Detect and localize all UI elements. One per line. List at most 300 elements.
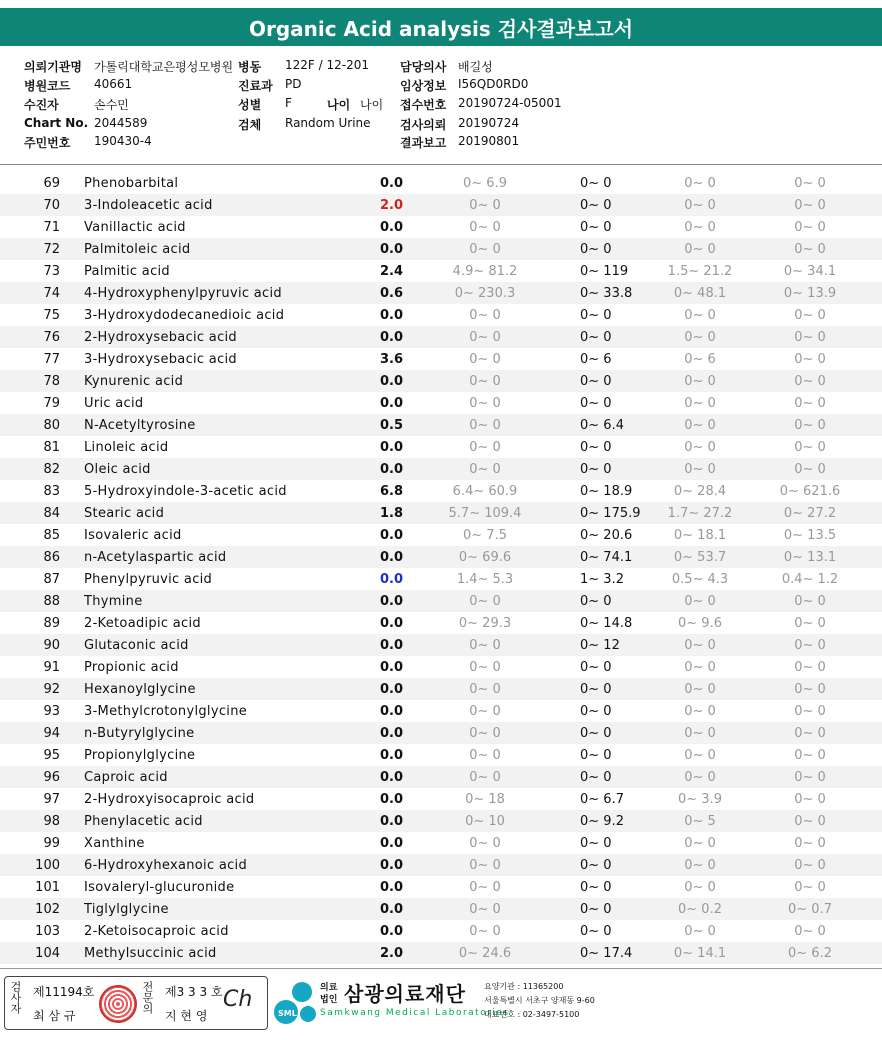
report-date-label: 결과보고 [400, 136, 447, 150]
analyte-name: Uric acid [84, 396, 144, 411]
reference-range-4: 0~ 0 [794, 726, 826, 741]
reference-range-2: 0~ 20.6 [580, 528, 633, 543]
reference-range-3: 0~ 48.1 [673, 286, 727, 301]
reference-range-4: 0~ 0 [794, 242, 826, 257]
reference-range-1: 4.9~ 81.2 [452, 264, 518, 279]
result-value: 0.0 [380, 660, 404, 675]
analyte-name: 3-Indoleacetic acid [84, 198, 213, 213]
reference-range-1: 0~ 6.9 [463, 176, 507, 191]
row-number: 95 [43, 748, 60, 763]
tester-license: 제11194호 [33, 985, 95, 999]
table-row [0, 458, 882, 480]
patient-label: 수진자 [24, 98, 59, 112]
reference-range-2: 0~ 0 [580, 374, 612, 389]
reference-range-2: 0~ 175.9 [580, 506, 641, 521]
reference-range-3: 0~ 0 [684, 682, 716, 697]
reference-range-4: 0~ 0 [794, 858, 826, 873]
table-row [0, 282, 882, 304]
reference-range-1: 0~ 18 [465, 792, 505, 807]
header-divider [0, 164, 882, 165]
reference-range-4: 0~ 0 [794, 176, 826, 191]
table-row [0, 304, 882, 326]
reference-range-2: 0~ 33.8 [580, 286, 633, 301]
table-row [0, 238, 882, 260]
seal-stamp [99, 985, 137, 1023]
row-number: 93 [43, 704, 60, 719]
reference-range-2: 0~ 0 [580, 748, 612, 763]
reference-range-1: 0~ 0 [469, 836, 501, 851]
reference-range-4: 0~ 0 [794, 440, 826, 455]
reference-range-2: 0~ 0 [580, 726, 612, 741]
analyte-name: 2-Hydroxysebacic acid [84, 330, 237, 345]
reference-range-1: 0~ 0 [469, 924, 501, 939]
reference-range-4: 0~ 0 [794, 924, 826, 939]
reference-range-3: 0~ 0 [684, 374, 716, 389]
specialist-label: 전문의 [141, 981, 154, 1014]
analyte-name: Hexanoylglycine [84, 682, 196, 697]
reference-range-4: 0~ 0 [794, 836, 826, 851]
result-value: 0.0 [380, 682, 404, 697]
result-value: 6.8 [380, 484, 404, 499]
reference-range-1: 0~ 0 [469, 726, 501, 741]
reference-range-1: 0~ 0 [469, 704, 501, 719]
reference-range-2: 0~ 6.7 [580, 792, 624, 807]
row-number: 84 [43, 506, 60, 521]
specimen-value: Random Urine [285, 116, 371, 130]
reference-range-3: 0~ 0 [684, 330, 716, 345]
reference-range-4: 0~ 0 [794, 682, 826, 697]
sex-label: 성별 [238, 98, 262, 112]
report-title: Organic Acid analysis 검사결과보고서 [0, 8, 882, 46]
analyte-name: Phenobarbital [84, 176, 179, 191]
receipt-label: 접수번호 [400, 98, 447, 112]
table-row [0, 744, 882, 766]
sml-logo-icon [272, 978, 322, 1028]
row-number: 94 [43, 726, 60, 741]
table-row [0, 590, 882, 612]
reference-range-2: 0~ 0 [580, 462, 612, 477]
reference-range-2: 0~ 6 [580, 352, 612, 367]
reference-range-3: 0~ 0 [684, 660, 716, 675]
reference-range-1: 0~ 0 [469, 770, 501, 785]
reference-range-4: 0~ 27.2 [783, 506, 837, 521]
analyte-name: 4-Hydroxyphenylpyruvic acid [84, 286, 282, 301]
reference-range-2: 0~ 0 [580, 704, 612, 719]
reference-range-2: 0~ 0 [580, 198, 612, 213]
reference-range-2: 0~ 6.4 [580, 418, 624, 433]
analyte-name: Propionylglycine [84, 748, 196, 763]
agency-number: 요양기관 : 11365200 [484, 982, 564, 991]
analyte-name: 3-Hydroxysebacic acid [84, 352, 237, 367]
result-value: 0.0 [380, 594, 404, 609]
row-number: 71 [43, 220, 60, 235]
result-value: 0.0 [380, 242, 404, 257]
reference-range-3: 0~ 28.4 [673, 484, 727, 499]
table-row [0, 216, 882, 238]
reference-range-2: 0~ 0 [580, 660, 612, 675]
table-row [0, 942, 882, 964]
reference-range-3: 0~ 0 [684, 396, 716, 411]
reference-range-3: 0.5~ 4.3 [671, 572, 729, 587]
reference-range-2: 0~ 0 [580, 594, 612, 609]
reference-range-2: 0~ 74.1 [580, 550, 633, 565]
reference-range-3: 0~ 0 [684, 440, 716, 455]
reference-range-2: 1~ 3.2 [580, 572, 624, 587]
tester-name: 최 삼 규 [33, 1009, 76, 1023]
result-value: 0.0 [380, 374, 404, 389]
reference-range-3: 0~ 0 [684, 704, 716, 719]
reference-range-1: 0~ 0 [469, 198, 501, 213]
reference-range-3: 0~ 9.6 [678, 616, 722, 631]
reference-range-2: 0~ 0 [580, 924, 612, 939]
reference-range-1: 0~ 230.3 [454, 286, 516, 301]
reference-range-2: 0~ 0 [580, 220, 612, 235]
analyte-name: Phenylacetic acid [84, 814, 203, 829]
reference-range-3: 0~ 0 [684, 220, 716, 235]
lab-address: 서울특별시 서초구 양재동 9-60 [484, 996, 595, 1005]
reference-range-1: 0~ 0 [469, 858, 501, 873]
row-number: 87 [43, 572, 60, 587]
reference-range-1: 0~ 0 [469, 462, 501, 477]
reference-range-2: 0~ 0 [580, 308, 612, 323]
reference-range-3: 0~ 0 [684, 198, 716, 213]
institution-value: 가톨릭대학교은평성모병원 [94, 60, 234, 74]
result-value: 0.0 [380, 220, 404, 235]
reference-range-3: 0~ 14.1 [673, 946, 727, 961]
patient-value: 손수민 [94, 98, 129, 112]
reference-range-2: 0~ 0 [580, 440, 612, 455]
reference-range-4: 0~ 0 [794, 308, 826, 323]
result-value: 0.0 [380, 638, 404, 653]
reference-range-1: 0~ 0 [469, 660, 501, 675]
reference-range-1: 5.7~ 109.4 [448, 506, 522, 521]
reference-range-3: 1.7~ 27.2 [667, 506, 733, 521]
reference-range-1: 0~ 10 [465, 814, 505, 829]
age-value: 나이 [360, 98, 384, 112]
specialist-name: 지 현 영 [165, 1009, 208, 1023]
reference-range-1: 1.4~ 5.3 [456, 572, 514, 587]
dept-label: 진료과 [238, 79, 273, 93]
analyte-name: Linoleic acid [84, 440, 169, 455]
table-row [0, 348, 882, 370]
analyte-name: Glutaconic acid [84, 638, 189, 653]
row-number: 78 [43, 374, 60, 389]
table-row [0, 436, 882, 458]
specimen-label: 검체 [238, 118, 262, 132]
result-value: 2.0 [380, 198, 404, 213]
specialist-license: 제3 3 3 호 [165, 985, 223, 999]
reference-range-4: 0~ 0 [794, 594, 826, 609]
reference-range-2: 0~ 18.9 [580, 484, 633, 499]
reference-range-3: 0~ 0 [684, 418, 716, 433]
result-value: 0.0 [380, 176, 404, 191]
analyte-name: Kynurenic acid [84, 374, 184, 389]
result-value: 0.0 [380, 858, 404, 873]
analyte-name: Isovaleric acid [84, 528, 182, 543]
reference-range-1: 6.4~ 60.9 [452, 484, 518, 499]
row-number: 89 [43, 616, 60, 631]
analyte-name: Tiglylglycine [84, 902, 169, 917]
reference-range-4: 0~ 0 [794, 814, 826, 829]
lab-small-1: 의료 [320, 983, 338, 993]
analyte-name: 3-Hydroxydodecanedioic acid [84, 308, 285, 323]
result-value: 0.0 [380, 748, 404, 763]
patient-info-block [0, 54, 882, 164]
request-value: 20190724 [458, 116, 520, 130]
reference-range-4: 0~ 13.9 [783, 286, 837, 301]
row-number: 74 [43, 286, 60, 301]
reference-range-4: 0~ 621.6 [779, 484, 841, 499]
reference-range-2: 0~ 0 [580, 858, 612, 873]
analyte-name: 2-Ketoadipic acid [84, 616, 201, 631]
reference-range-1: 0~ 0 [469, 220, 501, 235]
row-number: 88 [43, 594, 60, 609]
id-label: 주민번호 [24, 136, 71, 150]
table-row [0, 700, 882, 722]
result-value: 0.0 [380, 462, 404, 477]
table-row [0, 392, 882, 414]
reference-range-3: 0~ 0 [684, 308, 716, 323]
reference-range-4: 0~ 0 [794, 220, 826, 235]
analyte-name: Vanillactic acid [84, 220, 186, 235]
table-row [0, 546, 882, 568]
reference-range-3: 1.5~ 21.2 [667, 264, 733, 279]
result-value: 0.0 [380, 792, 404, 807]
reference-range-4: 0~ 0 [794, 880, 826, 895]
table-row [0, 502, 882, 524]
reference-range-4: 0~ 0 [794, 396, 826, 411]
result-value: 0.6 [380, 286, 404, 301]
reference-range-3: 0~ 0 [684, 770, 716, 785]
reference-range-4: 0~ 0 [794, 352, 826, 367]
result-value: 3.6 [380, 352, 404, 367]
row-number: 86 [43, 550, 60, 565]
doctor-value: 배길성 [458, 60, 493, 74]
lab-english-name: Samkwang Medical Laboratories [320, 1008, 510, 1018]
result-value: 0.0 [380, 572, 404, 587]
result-value: 0.0 [380, 880, 404, 895]
result-value: 0.0 [380, 814, 404, 829]
institution-label: 의뢰기관명 [24, 60, 82, 74]
row-number: 103 [35, 924, 60, 939]
reference-range-2: 0~ 0 [580, 880, 612, 895]
ward-label: 병동 [238, 60, 262, 74]
result-value: 2.4 [380, 264, 404, 279]
table-row [0, 326, 882, 348]
reference-range-1: 0~ 0 [469, 748, 501, 763]
reference-range-4: 0~ 0 [794, 374, 826, 389]
reference-range-2: 0~ 0 [580, 902, 612, 917]
row-number: 102 [35, 902, 60, 917]
reference-range-3: 0~ 3.9 [678, 792, 722, 807]
result-value: 0.5 [380, 418, 404, 433]
table-row [0, 920, 882, 942]
analyte-name: Oleic acid [84, 462, 151, 477]
reference-range-1: 0~ 7.5 [463, 528, 507, 543]
row-number: 99 [43, 836, 60, 851]
doctor-label: 담당의사 [400, 60, 447, 74]
table-row [0, 612, 882, 634]
table-row [0, 898, 882, 920]
reference-range-3: 0~ 0 [684, 858, 716, 873]
lab-small-2: 법인 [320, 995, 338, 1005]
row-number: 82 [43, 462, 60, 477]
result-value: 0.0 [380, 836, 404, 851]
reference-range-1: 0~ 0 [469, 242, 501, 257]
reference-range-1: 0~ 0 [469, 682, 501, 697]
reference-range-2: 0~ 119 [580, 264, 629, 279]
row-number: 69 [43, 176, 60, 191]
row-number: 75 [43, 308, 60, 323]
reference-range-2: 0~ 0 [580, 242, 612, 257]
reference-range-3: 0~ 0 [684, 242, 716, 257]
row-number: 97 [43, 792, 60, 807]
result-value: 1.8 [380, 506, 404, 521]
reference-range-4: 0~ 0 [794, 704, 826, 719]
reference-range-1: 0~ 0 [469, 638, 501, 653]
reference-range-3: 0~ 0 [684, 638, 716, 653]
analyte-name: n-Butyrylglycine [84, 726, 195, 741]
reference-range-4: 0~ 0 [794, 198, 826, 213]
reference-range-1: 0~ 0 [469, 902, 501, 917]
hospital-code-value: 40661 [94, 77, 133, 91]
result-value: 0.0 [380, 330, 404, 345]
row-number: 83 [43, 484, 60, 499]
reference-range-1: 0~ 0 [469, 880, 501, 895]
results-table [0, 172, 882, 964]
reference-range-4: 0.4~ 1.2 [781, 572, 839, 587]
reference-range-2: 0~ 0 [580, 836, 612, 851]
row-number: 72 [43, 242, 60, 257]
analyte-name: 3-Methylcrotonylglycine [84, 704, 248, 719]
analyte-name: 2-Ketoisocaproic acid [84, 924, 229, 939]
lab-contact [484, 980, 595, 1022]
svg-text:SML: SML [278, 1009, 297, 1018]
reference-range-4: 0~ 0 [794, 418, 826, 433]
reference-range-3: 0~ 5 [684, 814, 716, 829]
row-number: 101 [35, 880, 60, 895]
reference-range-1: 0~ 0 [469, 440, 501, 455]
report-date-value: 20190801 [458, 134, 520, 148]
result-value: 0.0 [380, 550, 404, 565]
reference-range-4: 0~ 34.1 [783, 264, 837, 279]
sex-value: F [285, 96, 292, 110]
reference-range-4: 0~ 0 [794, 616, 826, 631]
reference-range-3: 0~ 0 [684, 726, 716, 741]
result-value: 0.0 [380, 704, 404, 719]
reference-range-1: 0~ 0 [469, 418, 501, 433]
result-value: 0.0 [380, 924, 404, 939]
analyte-name: 5-Hydroxyindole-3-acetic acid [84, 484, 287, 499]
row-number: 90 [43, 638, 60, 653]
analyte-name: Phenylpyruvic acid [84, 572, 213, 587]
reference-range-4: 0~ 0 [794, 462, 826, 477]
row-number: 70 [43, 198, 60, 213]
clinical-label: 임상정보 [400, 79, 447, 93]
table-row [0, 656, 882, 678]
ward-value: 122F / 12-201 [285, 58, 369, 72]
handwritten-signature: Ch [223, 987, 253, 1012]
result-value: 2.0 [380, 946, 404, 961]
row-number: 91 [43, 660, 60, 675]
table-row [0, 480, 882, 502]
row-number: 80 [43, 418, 60, 433]
table-row [0, 832, 882, 854]
table-row [0, 766, 882, 788]
analyte-name: Thymine [84, 594, 143, 609]
result-value: 0.0 [380, 440, 404, 455]
receipt-value: 20190724-05001 [458, 96, 562, 110]
reference-range-4: 0~ 0 [794, 638, 826, 653]
analyte-name: 6-Hydroxyhexanoic acid [84, 858, 248, 873]
reference-range-2: 0~ 9.2 [580, 814, 624, 829]
row-number: 98 [43, 814, 60, 829]
row-number: 104 [35, 946, 60, 961]
table-row [0, 722, 882, 744]
table-row [0, 194, 882, 216]
table-row [0, 260, 882, 282]
reference-range-2: 0~ 0 [580, 176, 612, 191]
reference-range-1: 0~ 0 [469, 374, 501, 389]
row-number: 76 [43, 330, 60, 345]
reference-range-2: 0~ 0 [580, 770, 612, 785]
analyte-name: Xanthine [84, 836, 145, 851]
reference-range-3: 0~ 0 [684, 594, 716, 609]
result-value: 0.0 [380, 396, 404, 411]
analyte-name: Palmitoleic acid [84, 242, 191, 257]
chart-no-label: Chart No. [24, 116, 89, 130]
reference-range-1: 0~ 69.6 [458, 550, 512, 565]
reference-range-4: 0~ 0 [794, 748, 826, 763]
reference-range-4: 0~ 0 [794, 792, 826, 807]
chart-no-value: 2044589 [94, 116, 148, 130]
reference-range-1: 0~ 29.3 [458, 616, 512, 631]
lab-name: 삼광의료재단 [344, 982, 466, 1006]
row-number: 81 [43, 440, 60, 455]
reference-range-1: 0~ 24.6 [458, 946, 512, 961]
analyte-name: Methylsuccinic acid [84, 946, 217, 961]
row-number: 100 [35, 858, 60, 873]
reference-range-4: 0~ 6.2 [788, 946, 832, 961]
age-label: 나이 [327, 98, 351, 112]
table-row [0, 370, 882, 392]
reference-range-1: 0~ 0 [469, 396, 501, 411]
table-row [0, 854, 882, 876]
analyte-name: Propionic acid [84, 660, 179, 675]
reference-range-3: 0~ 0 [684, 880, 716, 895]
dept-value: PD [285, 77, 302, 91]
reference-range-4: 0~ 0.7 [788, 902, 832, 917]
row-number: 85 [43, 528, 60, 543]
reference-range-1: 0~ 0 [469, 594, 501, 609]
result-value: 0.0 [380, 770, 404, 785]
reference-range-3: 0~ 18.1 [673, 528, 727, 543]
reference-range-2: 0~ 0 [580, 396, 612, 411]
reference-range-3: 0~ 0.2 [678, 902, 722, 917]
reference-range-4: 0~ 0 [794, 660, 826, 675]
reference-range-3: 0~ 0 [684, 924, 716, 939]
reference-range-4: 0~ 13.5 [783, 528, 837, 543]
result-value: 0.0 [380, 308, 404, 323]
reference-range-2: 0~ 17.4 [580, 946, 633, 961]
reference-range-1: 0~ 0 [469, 352, 501, 367]
table-row [0, 414, 882, 436]
table-row [0, 788, 882, 810]
reference-range-3: 0~ 0 [684, 462, 716, 477]
reference-range-3: 0~ 6 [684, 352, 716, 367]
request-label: 검사의뢰 [400, 118, 447, 132]
id-value: 190430-4 [94, 134, 152, 148]
